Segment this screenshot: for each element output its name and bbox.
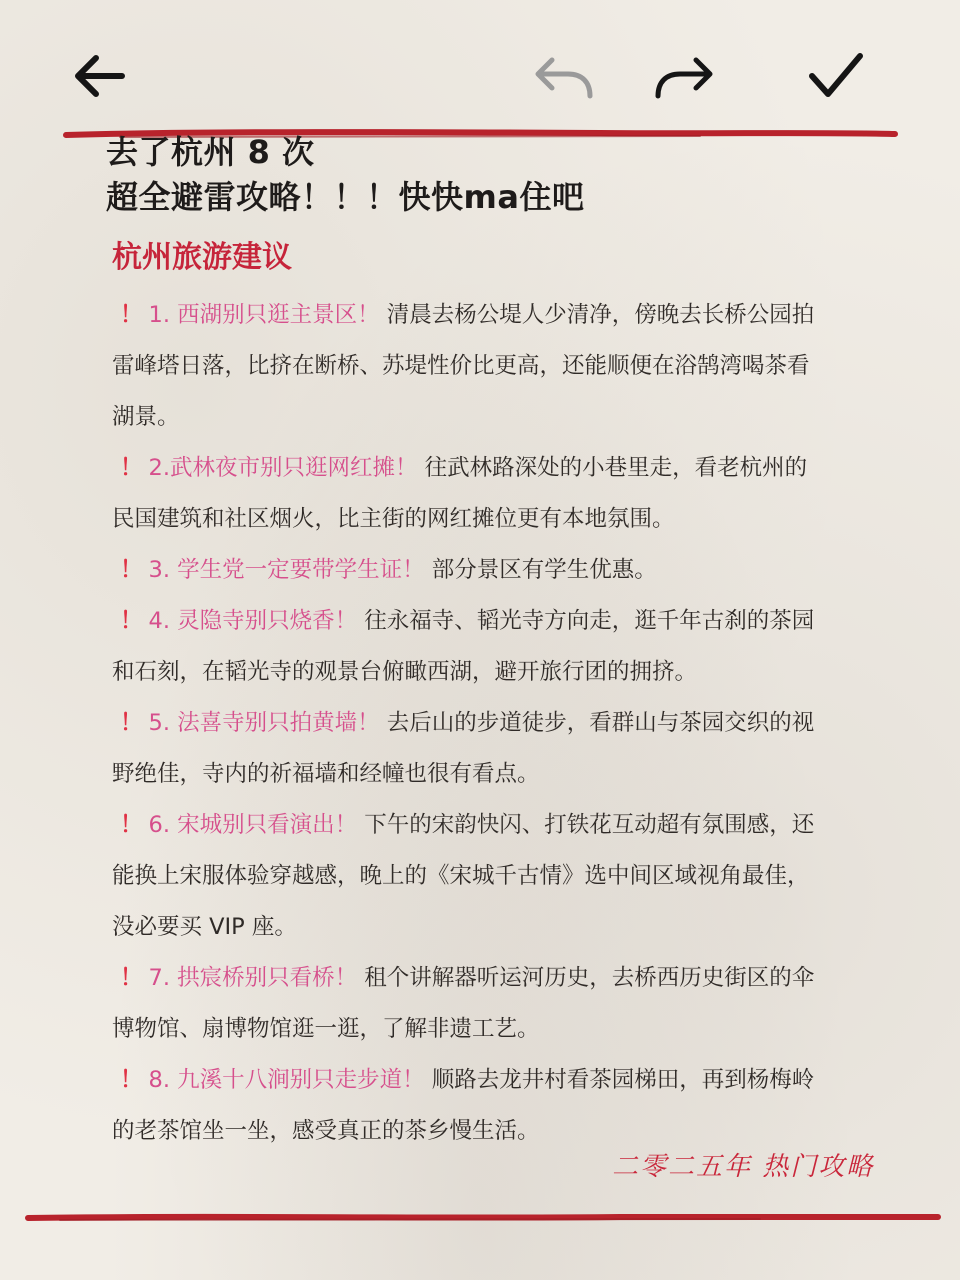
tip-item [112,596,824,698]
exclamation-icon: ！ [120,812,143,838]
tip-body: 去后山的步道徒步，看群山与茶园交织的视野绝佳，寺内的祈福墙和经幢也很有看点。 [112,710,815,787]
check-icon [800,40,870,110]
tip-item [112,1055,824,1157]
page-title-line-1: 去了杭州 8 次 [106,133,315,171]
tip-item [112,800,824,953]
tip-body: 往武林路深处的小巷里走，看老杭州的民国建筑和社区烟火，比主街的网红摊位更有本地氛围。 [112,455,808,532]
tip-heading: 1. 西湖别只逛主景区！ [148,302,380,328]
tip-heading: 2.武林夜市别只逛网红摊！ [148,455,418,481]
tip-item [112,443,824,545]
tip-body: 清晨去杨公堤人少清净，傍晚去长桥公园拍雷峰塔日落，比挤在断桥、苏堤性价比更高，还能顺便在浴鹄湾喝茶看湖景。 [112,302,815,430]
bottom-brush-divider [0,1210,960,1226]
tip-heading: 3. 学生党一定要带学生证！ [148,557,425,583]
done-button[interactable] [800,40,870,110]
footer-signature: 二零二五年 热门攻略 [612,1152,875,1182]
tip-item [112,953,824,1055]
tip-body: 往永福寺、韬光寺方向走，逛千年古刹的茶园和石刻，在韬光寺的观景台俯瞰西湖，避开旅行团的拥挤。 [112,608,815,685]
back-button[interactable] [64,40,134,110]
undo-button[interactable] [528,40,598,110]
tip-heading: 5. 法喜寺别只拍黄墙！ [148,710,380,736]
undo-icon [528,40,598,110]
exclamation-icon: ！ [120,1067,143,1093]
tip-body: 部分景区有学生优惠。 [431,557,657,583]
exclamation-icon: ！ [120,302,143,328]
redo-button[interactable] [650,40,720,110]
exclamation-icon: ！ [120,608,143,634]
tip-heading: 4. 灵隐寺别只烧香！ [148,608,358,634]
tip-body: 下午的宋韵快闪、打铁花互动超有氛围感，还能换上宋服体验穿越感，晚上的《宋城千古情》选中间区域视角最佳，没必要买 VIP 座。 [112,812,815,940]
tip-heading: 7. 拱宸桥别只看桥！ [148,965,358,991]
tip-item [112,698,824,800]
exclamation-icon: ！ [120,710,143,736]
exclamation-icon: ！ [120,557,143,583]
exclamation-icon: ！ [120,455,143,481]
tip-body: 租个讲解器听运河历史，去桥西历史街区的伞博物馆、扇博物馆逛一逛，了解非遗工艺。 [112,965,815,1042]
tip-item [112,545,824,596]
exclamation-icon: ！ [120,965,143,991]
redo-icon [650,40,720,110]
arrow-left-icon [64,40,134,110]
page-title-line-2: 超全避雷攻略！！！快快ma住吧 [106,178,585,216]
tip-heading: 6. 宋城别只看演出！ [148,812,358,838]
tip-item [112,290,824,443]
tips-list [112,290,824,1157]
tip-body: 顺路去龙井村看茶园梯田，再到杨梅岭的老茶馆坐一坐，感受真正的茶乡慢生活。 [112,1067,815,1144]
tip-heading: 8. 九溪十八涧别只走步道！ [148,1067,425,1093]
section-title: 杭州旅游建议 [112,240,292,275]
